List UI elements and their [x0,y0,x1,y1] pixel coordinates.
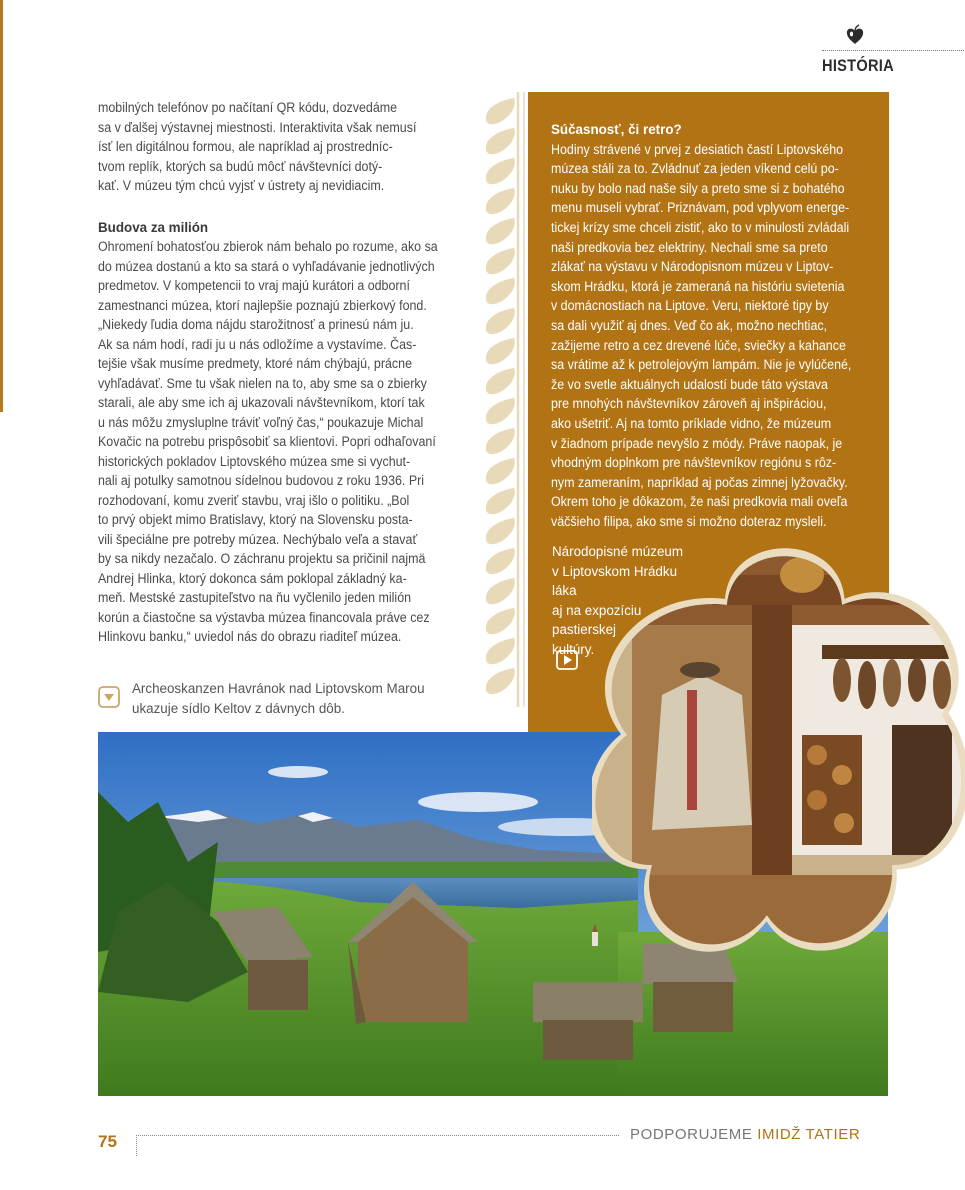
page-number: 75 [98,1132,117,1151]
section-title: HISTÓRIA [822,56,894,75]
pastoral-culture-photo [592,545,965,969]
play-icon[interactable] [556,650,578,670]
sidebar-paragraph: Hodiny strávené v prvej z desiatich častí Liptovského múzea stáli za to. Zvládnuť za jeden víkend celú po- nuku by bolo nad naše sily a preto sme si z bohatého menu museli vybrať. Priznávam, pod vplyvom energe- tickej krízy sme chceli zistiť, ako to v minulosti zvládali naši predkovia bez elektriny. Nechali sme sa preto zlákať na výstavu v Národopisnom múzeu v Liptov- skom Hrádku, ktorá je zameraná na históriu svietenia v domácnostiach na Liptove. Veru, niektoré tipy by sa dali využiť aj dnes. Veď čo ak, možno nechtiac, zažijeme retro a cez drevené lúče, sviečky a kahance sa vrátime až k petrolejovým lampám. Nie je vylúčené, že vo svetle aktuálnych udalostí bude táto výstava pre mnohých návštevníkov zároveň aj inšpiráciou, ako ušetriť. Aj na tomto príklade vidno, že múzeum v žiadnom prípade nevyšlo z módy. Práve naopak, je vhodným doplnkom pre návštevníkov regiónu s rôz- nym zameraním, napríklad aj počas zimnej lyžovačky. Okrem toho je dôkazom, že naši predkovia mali oveľa väčšieho filipa, ako sme si možno doteraz mysleli. [551,141,852,529]
interior-photo-caption: Národopisné múzeum v Liptovskom Hrádku láka aj na expozíciu pastierskej kultúry. [552,544,683,657]
arrow-down-icon[interactable] [98,686,120,708]
landscape-photo-caption: Archeoskanzen Havránok nad Liptovskom Marou ukazuje sídlo Keltov z dávnych dôb. [132,681,425,716]
body-paragraph: Ohromení bohatosťou zbierok nám behalo po rozume, ako sa do múzea dostanú a kto sa stará o vyhľadávanie jednotlivých predmetov. V kompetencii to vraj majú kurátori a odborní zamestnanci múzea, ktorí najlepšie poznajú zbierkový fond. „Niekedy ľudia doma nájdu starožitnosť a prinesú nám ju. Ak sa nám hodí, radi ju u nás odložíme a vystavíme. Čas- tejšie však musíme predmety, ktoré nám chýbajú, prácne vyhľadávať. Sme tu však nielen na to, aby sme sa o zbierky starali, ale aby sme ich aj ukazovali návštevníkom, ktorí tak u nás môžu zmysluplne tráviť voľný čas,“ poukazuje Michal Kovačic na potrebu prispôsobiť sa klientovi. Popri odhaľovaní historických pokladov Liptovského múzea sme si vychut- nali aj potulky samotnou sídelnou budovou z roku 1936. Pri rozhodovaní, komu zveriť stavbu, vraj išlo o politiku. „Bol to prvý objekt mimo Bratislavy, ktorý na Slovensku posta- vili špeciálne pre potreby múzea. Nechýbalo veľa a stavať by sa nikdy nezačalo. O záchranu projektu sa pričinil najmä Andrej Hlinka, ktorý dokonca sám poklopal základný ka- meň. Mestské zastupiteľstvo na ňu vyčlenilo jeden milión korún a čiastočne sa výstavba múzea financovala práve cez Hlinkovu banku,“ uviedol nás do obrazu riaditeľ múzea. [98,239,438,644]
folk-ornament-strip [480,92,528,707]
heart-apple-icon [844,24,866,46]
footer-rule [136,1135,619,1156]
article-left-column [98,98,470,647]
slogan-main: PODPORUJEME [630,1126,758,1143]
sidebar-text [551,120,873,531]
section-header [822,24,964,76]
header-rule [822,50,964,51]
sidebar-heading: Súčasnosť, či retro? [551,122,682,137]
slogan-accent: IMIDŽ TATIER [757,1126,861,1143]
edge-accent-bar [0,0,3,412]
footer-slogan [630,1126,860,1143]
intro-paragraph: mobilných telefónov po načítaní QR kódu, dozvedáme sa v ďalšej výstavnej miestnosti. Interaktivita však nemusí ísť len digitálnou formou, ale napríklad aj prostredníc- tvom replík, ktorých sa budú môcť návštevníci dotý- kať. V múzeu tým chcú vyjsť v ústrety aj nevidiacim. [98,100,417,193]
subheading-building: Budova za milión [98,219,209,235]
